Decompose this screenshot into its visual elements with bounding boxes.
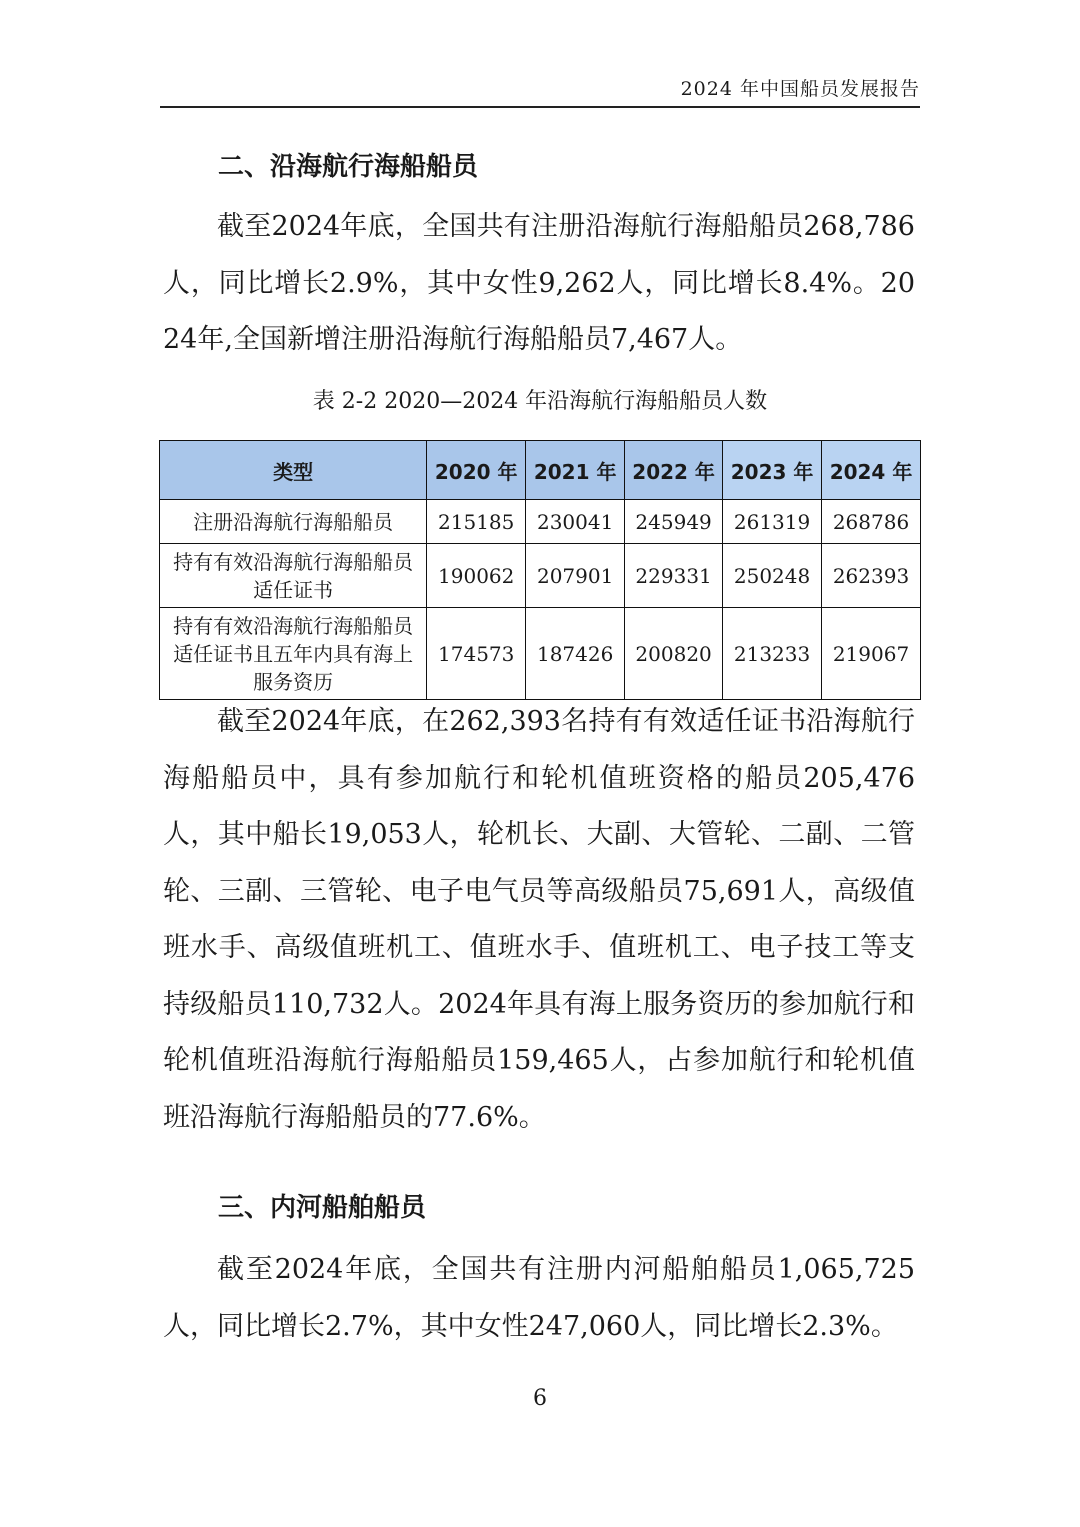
table-header-cell: 2024 年 — [822, 441, 921, 500]
table-cell: 187426 — [526, 608, 625, 700]
row-label: 持有有效沿海航行海船船员适任证书且五年内具有海上服务资历 — [160, 608, 427, 700]
table-row — [160, 500, 921, 544]
table-cell: 245949 — [625, 500, 723, 544]
table-cell: 213233 — [723, 608, 822, 700]
table-cell: 262393 — [822, 544, 921, 608]
coastal-crew-table — [159, 440, 921, 700]
table-cell: 174573 — [427, 608, 526, 700]
paragraph-coastal-summary: 截至2024年底，全国共有注册沿海航行海船船员268,786人，同比增长2.9%，其中女性9,262人，同比增长8.4%。2024年,全国新增注册沿海航行海船船员7,467人。 — [163, 211, 915, 355]
table-cell: 200820 — [625, 608, 723, 700]
table-header-cell: 2021 年 — [526, 441, 625, 500]
table-cell: 230041 — [526, 500, 625, 544]
table-row — [160, 608, 921, 700]
paragraph-inland-summary: 截至2024年底，全国共有注册内河船舶船员1,065,725人，同比增长2.7%，其中女性247,060人，同比增长2.3%。 — [163, 1254, 915, 1342]
table-header-cell: 2022 年 — [625, 441, 723, 500]
page-number: 6 — [533, 1386, 547, 1411]
table-caption: 表 2-2 2020—2024 年沿海航行海船船员人数 — [312, 389, 768, 414]
table-cell: 268786 — [822, 500, 921, 544]
row-label: 注册沿海航行海船船员 — [160, 500, 427, 544]
table-row — [160, 544, 921, 608]
section-heading-inland: 三、内河船舶船员 — [218, 1193, 427, 1223]
table-cell: 207901 — [526, 544, 625, 608]
table-cell: 190062 — [427, 544, 526, 608]
table-header-row — [160, 441, 921, 500]
table-cell: 261319 — [723, 500, 822, 544]
paragraph-coastal-qualification: 截至2024年底，在262,393名持有有效适任证书沿海航行海船船员中，具有参加航行和轮机值班资格的船员205,476人，其中船长19,053人，轮机长、大副、大管轮、二副、二管轮、三副、三管轮、电子电气员等高级船员75,691人，高级值班水手、高级值班机工、值班水手、值班机工、电子技工等支持级船员110,732人。2024年具有海上服务资历的参加航行和轮机值班沿海航行海船船员159,465人，占参加航行和轮机值班沿海航行海船船员的77.6%。 — [163, 706, 915, 1133]
table-cell: 219067 — [822, 608, 921, 700]
row-label: 持有有效沿海航行海船船员适任证书 — [160, 544, 427, 608]
running-header: 2024 年中国船员发展报告 — [680, 78, 920, 100]
table-header-cell: 2023 年 — [723, 441, 822, 500]
header-divider — [160, 106, 920, 108]
table-cell: 215185 — [427, 500, 526, 544]
table-cell: 229331 — [625, 544, 723, 608]
table-header-cell: 类型 — [160, 441, 427, 500]
table-header-cell: 2020 年 — [427, 441, 526, 500]
table-cell: 250248 — [723, 544, 822, 608]
section-heading-coastal: 二、沿海航行海船船员 — [218, 152, 479, 182]
